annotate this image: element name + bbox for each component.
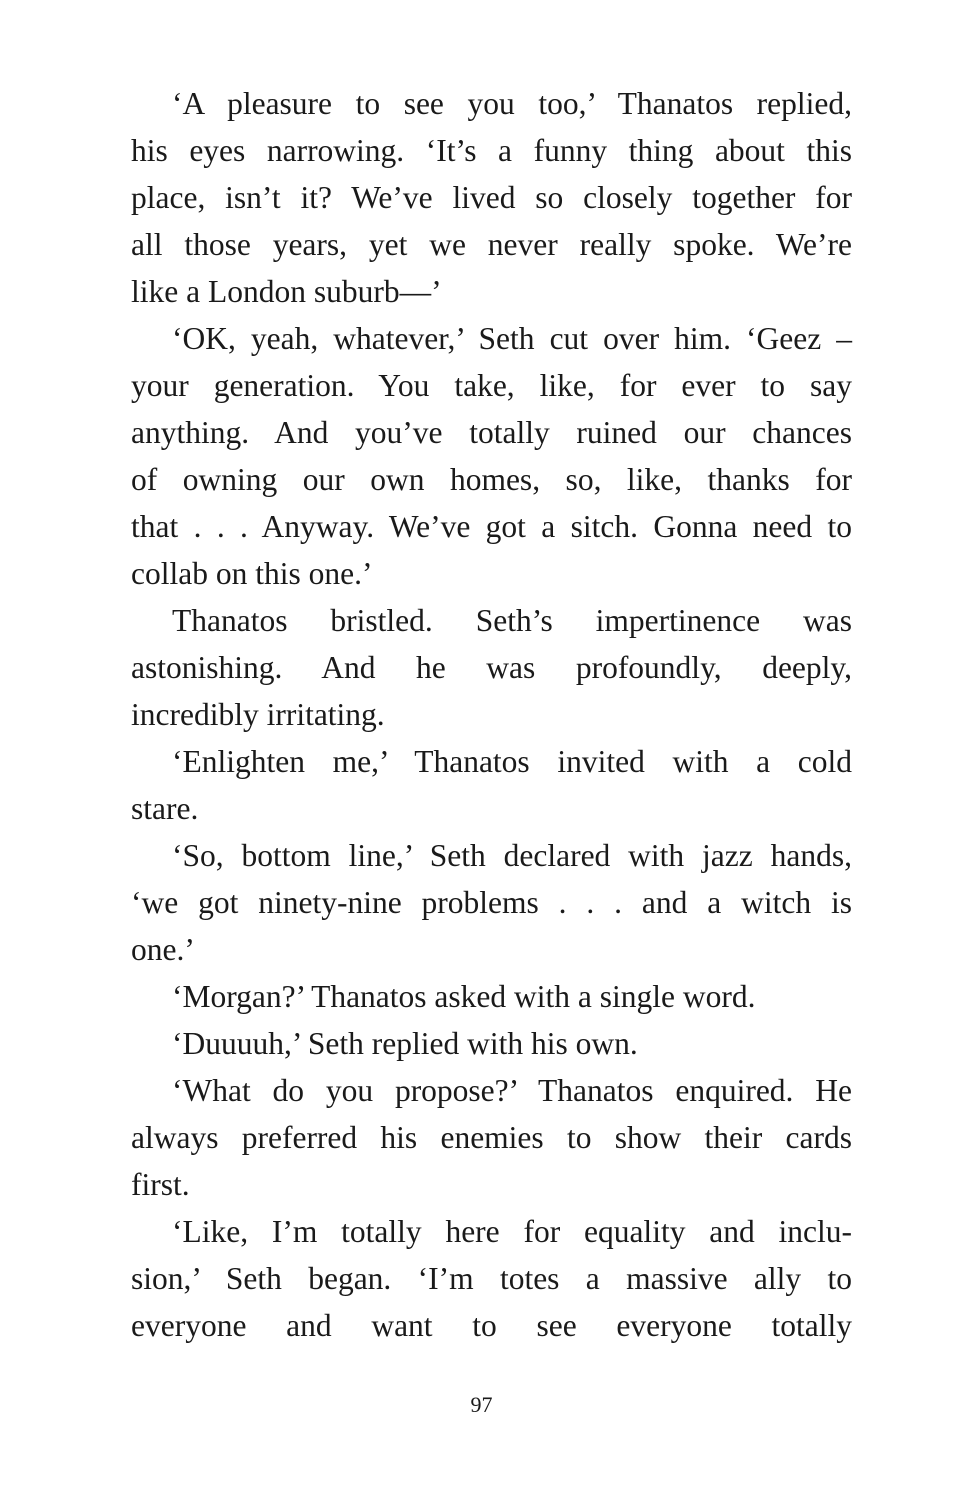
text-line: collab on this one.’ — [131, 556, 373, 591]
text-line: that . . . Anyway. We’ve got a sitch. Gonna need to — [131, 509, 852, 544]
text-line: ‘we got ninety-nine problems . . . and a witch is — [131, 885, 852, 920]
text-line: one.’ — [131, 932, 195, 967]
text-line: everyone and want to see everyone totally — [131, 1308, 852, 1343]
text-line: ‘Like, I’m totally here for equality and inclu- — [172, 1214, 852, 1249]
text-line: first. — [131, 1167, 190, 1202]
body-text — [131, 80, 852, 1349]
text-line: stare. — [131, 791, 199, 826]
text-line: like a London suburb—’ — [131, 274, 442, 309]
text-line: always preferred his enemies to show their cards — [131, 1120, 852, 1155]
text-line: ‘Enlighten me,’ Thanatos invited with a cold — [172, 744, 852, 779]
text-line: ‘Morgan?’ Thanatos asked with a single word. — [172, 979, 756, 1014]
text-line: ‘So, bottom line,’ Seth declared with jazz hands, — [172, 838, 852, 873]
text-line: astonishing. And he was profoundly, deeply, — [131, 650, 852, 685]
text-line: ‘What do you propose?’ Thanatos enquired. He — [172, 1073, 852, 1108]
text-line: his eyes narrowing. ‘It’s a funny thing about this — [131, 133, 852, 168]
text-line: of owning our own homes, so, like, thanks for — [131, 462, 852, 497]
text-line: your generation. You take, like, for ever to say — [131, 368, 852, 403]
text-line: ‘OK, yeah, whatever,’ Seth cut over him. ‘Geez – — [172, 321, 852, 356]
text-line: ‘Duuuuh,’ Seth replied with his own. — [172, 1026, 638, 1061]
text-line: sion,’ Seth began. ‘I’m totes a massive ally to — [131, 1261, 852, 1296]
page-number: 97 — [470, 1392, 493, 1417]
text-line: incredibly irritating. — [131, 697, 385, 732]
text-line: all those years, yet we never really spoke. We’re — [131, 227, 852, 262]
text-line: ‘A pleasure to see you too,’ Thanatos replied, — [172, 86, 852, 121]
text-line: place, isn’t it? We’ve lived so closely together for — [131, 180, 852, 215]
text-line: anything. And you’ve totally ruined our chances — [131, 415, 852, 450]
text-line: Thanatos bristled. Seth’s impertinence was — [172, 603, 852, 638]
